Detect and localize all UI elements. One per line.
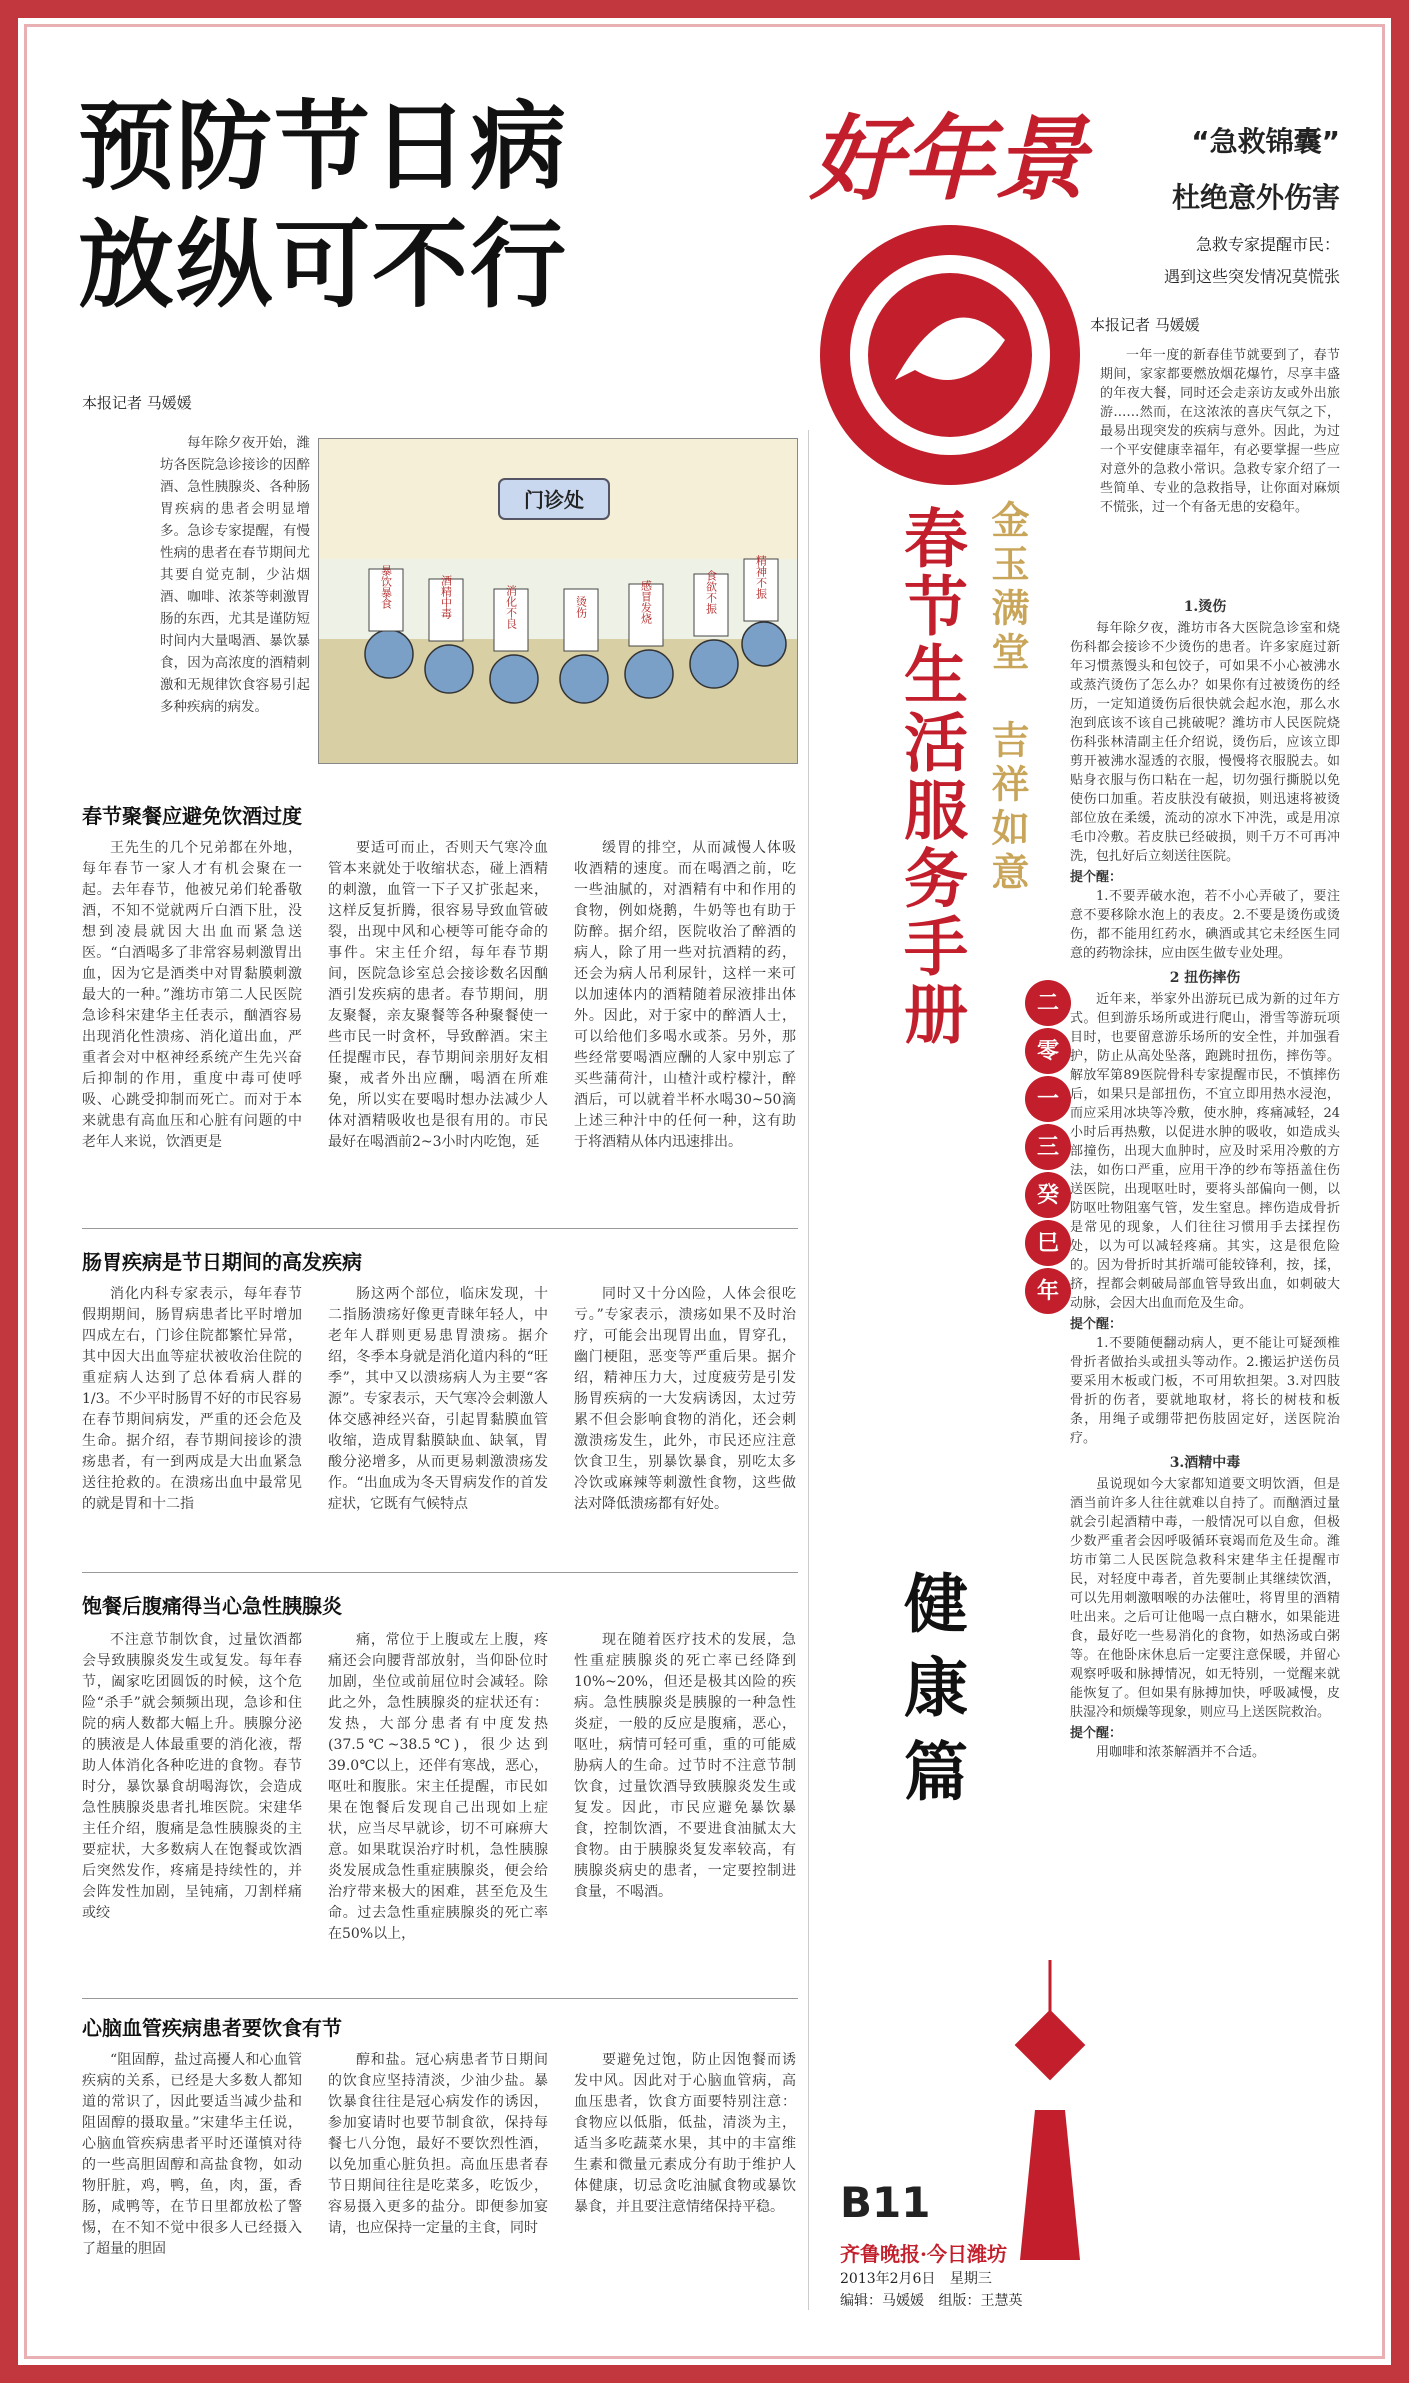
right-tip-title-2: 提个醒： — [1070, 1317, 1123, 1332]
footer-editor: 编辑：马媛媛 — [840, 2293, 924, 2309]
headline-line2: 放纵可不行 — [78, 209, 568, 321]
right-body: 1.烫伤 每年除夕夜，潍坊市各大医院急诊室和烧伤科都会接诊不少烫伤的患者。许多家庭过新年习惯蒸馒头和包饺子，可如果不小心被沸水或蒸汽烫伤了怎么办？如果你有过被烫伤的经历，一定知道烫伤后很快就会起水泡，那么水泡到底该不该自己挑破呢？潍坊市人民医院烧伤科张林清副主任介绍说，烫伤后，应该立即剪开被沸水湿透的衣服，慢慢将衣服脱去。如贴身衣服与伤口粘在一起，切勿强行撕脱以免使伤口加重。若皮肤没有破损，则迅速将被烫部位放在柔缓，流动的凉水下冲洗，或是用凉毛巾冷敷。若皮肤已经破损，则千万不可再冲洗，包扎好后立刻送往医院。 提个醒： 1.不要弄破水泡，若不小心弄破了，要注意不要移除水泡上的表皮。2.不要是烫伤或烫伤，都不能用红药水，碘酒或其它未经医生同意的药物涂抹，应由医生做专业处理。 2 扭伤摔伤 近年来，举家外出游玩已成为新的过年方式。但到游乐场所或进行爬山，滑雪等游玩项目时，也要留意游乐场所的安全性，并加强看护，防止从高处坠落，跑跳时扭伤，摔伤等。解放军第89医院骨科专家提醒市民，不慎摔伤后，如果只是部扭伤，不宜立即用热水浸泡，而应采用冰块等冷敷，使水肿，疼痛减轻，24小时后再热敷，以促进水肿的吸收，如造成头部撞伤，出现大血肿时，应及时采用冷敷的方法，如伤口严重，应用干净的纱布等捂盖住伤送医院，出现呕吐时，要将头部偏向一侧，以防呕吐物阻塞气管，发生窒息。摔伤造成骨折是常见的现象，人们往往习惯用手去揉捏伤处，以为可以减轻疼痛。其实，这是很危险的。因为骨折时其折端可能较锋利，按，揉，挤，捏都会刺破局部血管导致出血，如刺破大动脉，会因大出血而危及生命。 提个醒： 1.不要随便翻动病人，更不能让可疑颈椎骨折者做抬头或扭头等动作。2.搬运护送伤员要采用木板或门板，不可用软担架。3.对四肢骨折的伤者，要就地取材，将长的树枝和板条，用绳子或绷带把伤肢固定好，送医院治疗。 3.酒精中毒 虽说现如今大家都知道要文明饮酒，但是酒当前许多人往往就难以自持了。而酗酒过量就会引起酒精中毒，一般情况可以自愈，但极少数严重者会因呼吸循环衰竭而危及生命。潍坊市第二人民医院急救科宋建华主任提醒市民，对轻度中毒者，首先要制止其继续饮酒，可以先用刺激咽喉的办法催吐，将胃里的酒精吐出来。之后可让他喝一点白糖水，如果能进食，最好吃一些易消化的食物，如热汤或白粥等。在他卧床休息后一定要注意保暖，并留心观察呼吸和脉搏情况，如无特别，一觉醒来就能恢复了。但如果有脉搏加快，呼吸减慢，皮肤湿冷和烦燥等现象，则应马上送医院救治。 提个醒： 用咖啡和浓茶解酒并不合适。 — [1070, 599, 1340, 1760]
section3-col1: 不注意节制饮食，过量饮酒都会导致胰腺炎发生或复发。每年春节，阖家吃团圆饭的时候，这个危险“杀手”就会频频出现，急诊和住院的病人数都大幅上升。胰腺分泌的胰液是人体最重要的消化液，帮助人体消化各种吃进的食物。春节时分，暴饮暴食胡喝海饮，会造成急性胰腺炎患者扎堆医院。宋建华主任介绍，腹痛是急性胰腺炎的主要症状，大多数病人在饱餐或饮酒后突然发作，疼痛是持续性的，并会阵发性加剧，呈钝痛，刀割样痛或绞 — [82, 1632, 302, 1921]
divider-vertical — [808, 430, 809, 2310]
headline-line1: 预防节日病 — [78, 91, 568, 203]
right-sub-1: 急救专家提醒市民： — [1195, 235, 1340, 254]
clinic-sign-text: 门诊处 — [524, 488, 584, 512]
section-title-1: 春节聚餐应避免饮酒过度 — [82, 804, 302, 828]
section4-col1: “阻固醇，盐过高擾人和心血管疾病的关系，已经是大多数人都知道的常识了，因此要适当减少盐和阻固醇的摄取量。”宋建华主任说，心脑血管疾病患者平时还谨慎对待的一些高胆固醇和高盐食物，如动物肝脏，鸡，鸭，鱼，肉，蛋，香肠，咸鸭等，在节日里都放松了警惕，在不知不觉中很多人已经摄入了超量的胆固 — [82, 2052, 302, 2257]
paper-name: 齐鲁晚报·今日潍坊 — [840, 2242, 1007, 2266]
right-heading-1: 1.烫伤 — [1183, 599, 1227, 615]
patient-sign: 食欲不振 — [704, 570, 718, 614]
seal: 年 — [1025, 1268, 1071, 1314]
right-title-2: 杜绝意外伤害 — [1171, 181, 1340, 214]
section3-col3: 现在随着医疗技术的发展，急性重症胰腺炎的死亡率已经降到10%~20%，但还是极其凶险的疾病。急性胰腺炎是胰腺的一种急性炎症，一般的反应是腹痛，恶心，呕吐，病情可轻可重，重的可能威胁病人的生命。过节时不注意节制饮食，过量饮酒导致胰腺炎发生或复发。因此，市民应避免暴饮暴食，控制饮酒，不要进食油腻太大食物。由于胰腺炎复发率较高，有胰腺炎病史的患者，一定要控制进食量，不喝酒。 — [574, 1632, 796, 1900]
right-title-1: “急救锦囊” — [1191, 125, 1340, 158]
seal: 三 — [1025, 1124, 1071, 1170]
section2-col3: 同时又十分凶险，人体会很吃亏。”专家表示，溃疡如果不及时治疗，可能会出现胃出血，胃穿孔，幽门梗阻，恶变等严重后果。据介绍，精神压力大，过度疲劳是引发肠胃疾病的一大发病诱因，太过劳累不但会影响食物的消化，还会刺激溃疡发生，此外，市民还应注意饮食卫生，别暴饮暴食，别吃太多冷饮或麻辣等刺激性食物，这些做法对降低溃疡都有好处。 — [574, 1286, 796, 1512]
patient-sign: 消化不良 — [504, 585, 518, 629]
right-heading-3: 3.酒精中毒 — [1169, 1455, 1241, 1471]
seal: 巳 — [1025, 1220, 1071, 1266]
section2-col2: 肠这两个部位，临床发现，十二指肠溃疡好像更青睐年轻人，中老年人群则更易患胃溃疡。据介绍，冬季本身就是消化道内科的“旺季”，其中又以溃疡病人为主要“客源”。专家表示，天气寒冷会刺激人体交感神经兴奋，引起胃黏膜血管收缩，造成胃黏膜缺血、缺氧，胃酸分泌增多，从而更易刺激溃疡发作。“出血成为冬天胃病发作的首发症状，它既有气候特点 — [328, 1286, 548, 1512]
page-number: B11 — [840, 2178, 931, 2227]
seal: 一 — [1025, 1076, 1071, 1122]
patient-sign: 精神不振 — [754, 555, 768, 599]
footer-designer: 组版：王慧英 — [938, 2293, 1023, 2309]
headline — [78, 88, 568, 324]
footer-weekday: 星期三 — [949, 2271, 992, 2287]
section3-col2: 痛，常位于上腹或左上腹，疼痛还会向腰背部放射，当仰卧位时加剧，坐位或前屈位时会减轻。除此之外，急性胰腺炎的症状还有：发热，大部分患者有中度发热(37.5℃~38.5℃)，很少达到39.0℃以上，还伴有寒战，恶心，呕吐和腹胀。宋主任提醒，市民如果在饱餐后发现自己出现如上症状，应当尽早就诊，切不可麻痹大意。如果耽误治疗时机，急性胰腺炎发展成急性重症胰腺炎，便会给治疗带来极大的困难，甚至危及生命。过去急性重症胰腺炎的死亡率在50%以上， — [328, 1632, 548, 1942]
seal: 二 — [1025, 980, 1071, 1026]
rule-1 — [82, 1228, 798, 1229]
footer-date-line — [840, 2268, 992, 2288]
section-title-2: 肠胃疾病是节日期间的高发疾病 — [82, 1250, 362, 1274]
right-byline: 本报记者 马媛媛 — [1090, 316, 1200, 334]
footer-date: 2013年2月6日 — [840, 2271, 936, 2287]
section-label: 健康篇 — [893, 1570, 967, 1822]
chinese-knot-ornament — [1000, 1960, 1100, 2260]
patient-sign: 暴饮暴食 — [379, 565, 393, 609]
clinic-cartoon — [319, 439, 797, 763]
banner-gold-2: 吉祥如意 — [985, 720, 1030, 896]
section-title-4: 心脑血管疾病患者要饮食有节 — [82, 2016, 342, 2040]
section1-col1: 王先生的几个兄弟都在外地，每年春节一家人才有机会聚在一起。去年春节，他被兄弟们轮番敬酒，不知不觉就两斤白酒下肚，没想到凌晨就因大出血而紧急送医。“白酒喝多了非常容易刺激胃出血，因为它是酒类中对胃黏膜刺激最大的一种。”潍坊市第二人民医院急诊科宋建华主任表示，酗酒容易出现消化性溃疡、消化道出血，严重者会对中枢神经系统产生先兴奋后抑制的作用，重度中毒可使呼吸、心跳受抑制而死亡。而对于本来就患有高血压和心脏有问题的中老年人来说，饮酒更是 — [82, 840, 302, 1150]
section4-col3: 要避免过饱，防止因饱餐而诱发中风。因此对于心脑血管病，高血压患者，饮食方面要特别注意：食物应以低脂，低盐，清淡为主，适当多吃蔬菜水果，其中的丰富维生素和微量元素成分有助于维护人体健康，切忌贪吃油腻食物或暴饮暴食，并且要注意情绪保持平稳。 — [574, 2052, 796, 2215]
section1-col2: 要适可而止，否则天气寒冷血管本来就处于收缩状态，碰上酒精的刺激，血管一下子又扩张起来，这样反复折腾，很容易导致血管破裂，出现中风和心梗等可能夺命的事件。宋主任介绍，每年春节期间，医院急诊室总会接诊数名因酗酒引发疾病的患者。春节期间，朋友聚餐，亲友聚餐等各种聚餐使一些市民一时贪杯，导致醉酒。宋主任提醒市民，春节期间亲朋好友相聚，戒者外出应酬，喝酒在所难免，所以实在要喝时想办法减少人体对酒精吸收也是很有用的。市民最好在喝酒前2~3小时内吃饱，延 — [328, 840, 548, 1150]
banner-vertical-title: 春节生活服务手册 — [893, 505, 968, 1049]
patient-sign: 烫伤 — [574, 596, 588, 618]
seal: 零 — [1025, 1028, 1071, 1074]
section2-col1: 消化内科专家表示，每年春节假期期间，肠胃病患者比平时增加四成左右，门诊住院都繁忙异常，其中因大出血等症状被收治住院的重症病人达到了总体看病人群的1/3。不少平时肠胃不好的市民容易在春节期间病发，严重的还会危及生命。据介绍，春节期间接诊的溃疡患者，有一到两成是大出血紧急送往抢救的。在溃疡出血中最常见的就是胃和十二指 — [82, 1286, 302, 1512]
rule-3 — [82, 1998, 798, 1999]
seal: 癸 — [1025, 1172, 1071, 1218]
section4-col2: 醇和盐。冠心病患者节日期间的饮食应坚持清淡，少油少盐。暴饮暴食往往是冠心病发作的诱因，参加宴请时也要节制食欲，保持每餐七八分饱，最好不要饮烈性酒，以免加重心脏负担。高血压患者春节日期间往往是吃菜多，吃饭少，容易摄入更多的盐分。即便参加宴请，也应保持一定量的主食，同时 — [328, 2052, 548, 2236]
right-intro: 一年一度的新春佳节就要到了，春节期间，家家都要燃放烟花爆竹，尽享丰盛的年夜大餐，同时还会走亲访友或外出旅游……然而，在这浓浓的喜庆气氛之下，最易出现突发的疾病与意外。因此，为过一个平安健康幸福年，有必要掌握一些应对意外的急救小常识。急救专家介绍了一些简单、专业的急救指导，让你面对麻烦不慌张，过一个有备无患的安稳年。 — [1100, 348, 1340, 515]
clinic-illustration — [318, 438, 798, 764]
right-tip-title-3: 提个醒： — [1070, 1726, 1123, 1741]
byline: 本报记者 马媛媛 — [82, 394, 192, 412]
right-heading-2: 2 扭伤摔伤 — [1169, 970, 1241, 986]
section-title-3: 饱餐后腹痛得当心急性胰腺炎 — [82, 1594, 342, 1618]
paper-cut-ornament — [815, 220, 1085, 490]
intro-text: 每年除夕夜开始，潍坊各医院急诊接诊的因醉酒、急性胰腺炎、各种肠胃疾病的患者会明显增多。急诊专家提醒，有慢性病的患者在春节期间尤其要自觉克制，少沾烟酒、咖啡、浓茶等刺激胃肠的东西，尤其是谨防短时间内大量喝酒、暴饮暴食，因为高浓度的酒精刺激和无规律饮食容易引起多种疾病的病发。 — [160, 435, 310, 715]
banner-gold-1: 金玉满堂 — [985, 500, 1030, 676]
right-tip-title-1: 提个醒： — [1070, 870, 1123, 885]
patient-sign: 感冒发烧 — [639, 580, 653, 624]
patient-sign: 酒精中毒 — [439, 575, 453, 619]
footer-editor-line — [840, 2290, 1022, 2310]
year-seals — [1025, 980, 1071, 1316]
rule-2 — [82, 1572, 798, 1573]
banner-title: 好年景 — [810, 105, 1087, 213]
right-sub-2: 遇到这些突发情况莫慌张 — [1163, 267, 1340, 286]
section1-col3: 缓胃的排空，从而减慢人体吸收酒精的速度。而在喝酒之前，吃一些油腻的，对酒精有中和作用的食物，例如烧鹅，牛奶等也有助于防醉。据介绍，医院收治了醉酒的病人，除了用一些对抗酒精的药，还会为病人吊利尿针，这样一来可以加速体内的酒精随着尿液排出体外。因此，对于家中的醉酒人士，可以给他们多喝水或茶。另外，那些经常要喝酒应酬的人家中别忘了买些蒲荷汁，山楂汁或柠檬汁，醉酒后，可以就着半杯水喝30~50滴上述三种汁中的任何一种，这有助于将酒精从体内迅速排出。 — [574, 840, 796, 1150]
